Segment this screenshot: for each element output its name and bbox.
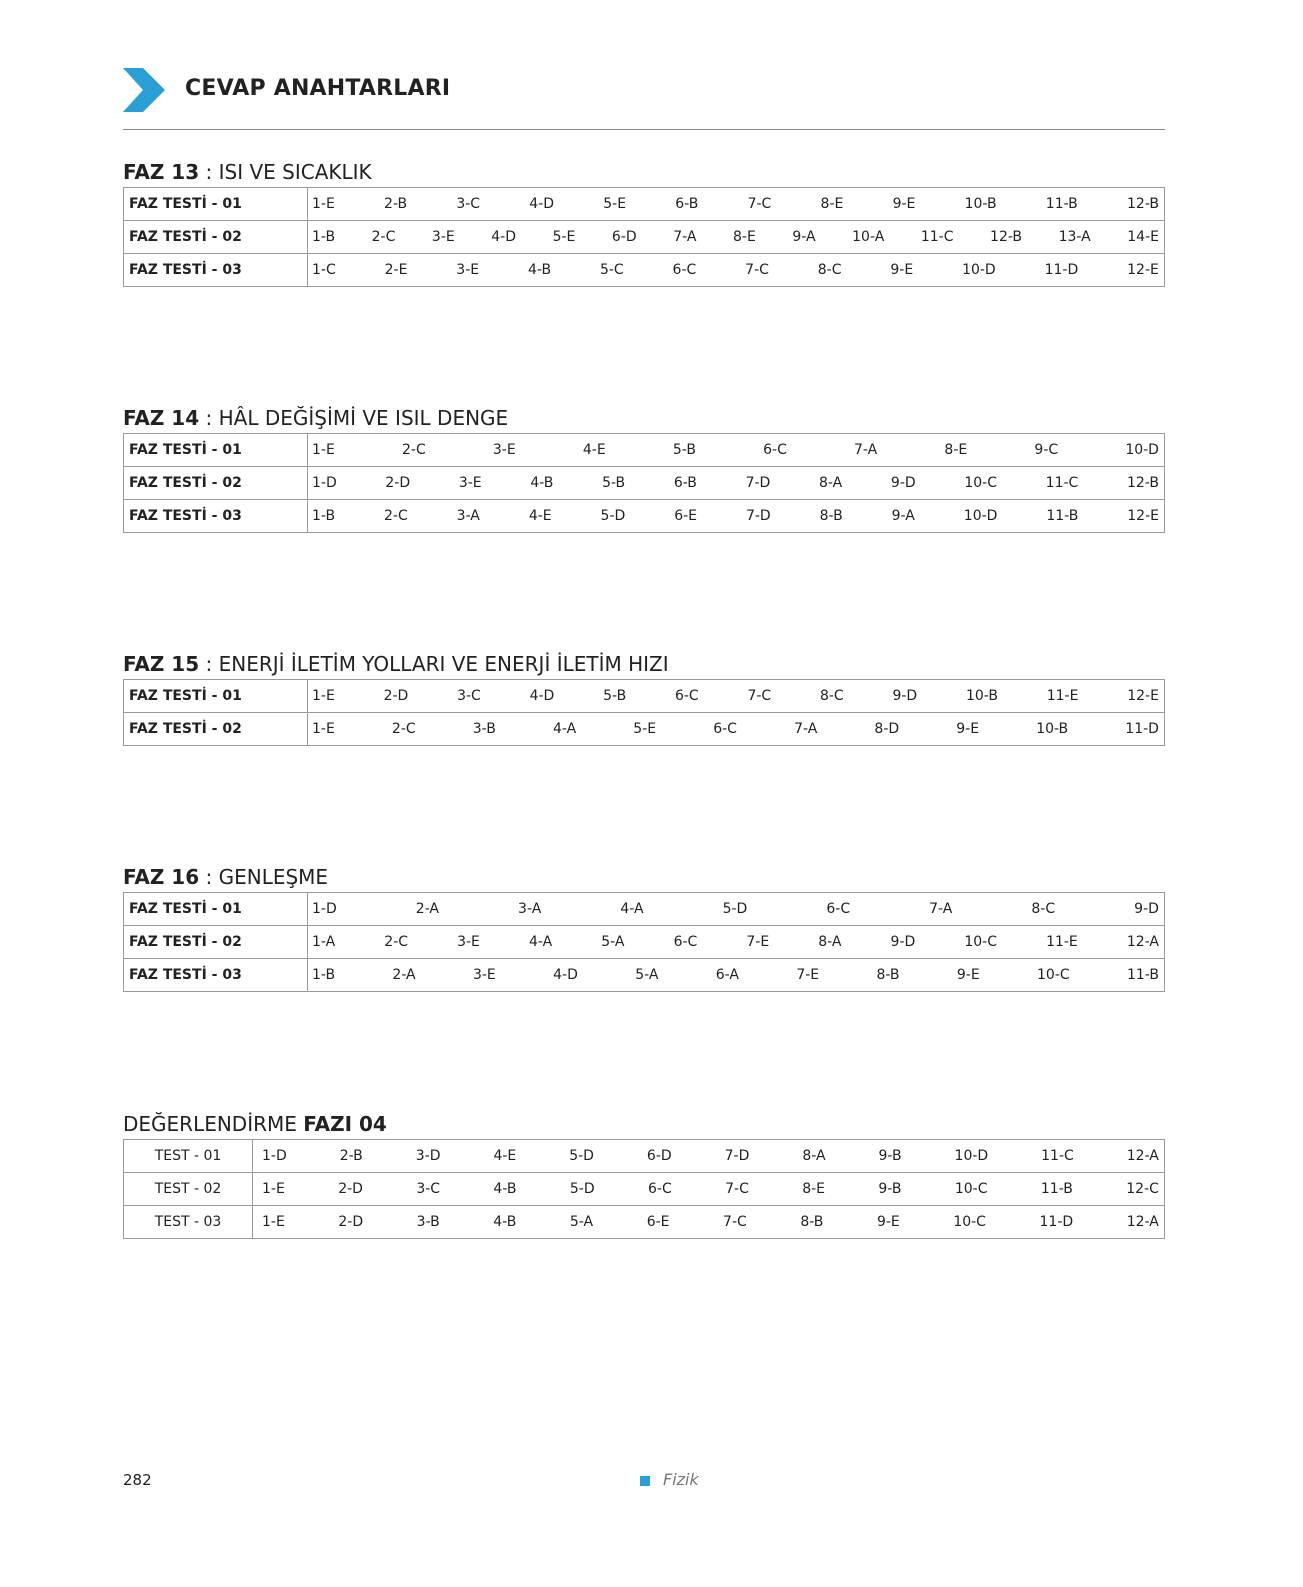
- answer-item: 11-E: [1046, 688, 1079, 704]
- section-faz-13: [123, 157, 1166, 287]
- answer-key-table: [123, 1139, 1165, 1239]
- chevron-right-icon: [123, 68, 165, 112]
- answer-item: 5-A: [601, 934, 625, 950]
- answer-item: 5-E: [633, 721, 657, 737]
- answer-item: 6-C: [713, 721, 737, 737]
- answers-cell: [308, 713, 1165, 746]
- answer-item: 4-A: [620, 901, 644, 917]
- answer-item: 9-D: [890, 934, 916, 950]
- answer-item: 1-C: [312, 262, 336, 278]
- answer-item: 4-A: [528, 934, 553, 950]
- answer-item: 2-A: [415, 901, 440, 917]
- answers-list: [312, 196, 1159, 212]
- answer-item: 1-B: [312, 229, 336, 245]
- answer-item: 1-D: [312, 901, 337, 917]
- answer-item: 6-C: [648, 1181, 672, 1197]
- answer-item: 12-C: [1126, 1181, 1159, 1197]
- answer-item: 7-E: [796, 967, 820, 983]
- answer-item: 12-E: [1127, 688, 1159, 704]
- page-title: CEVAP ANAHTARLARI: [185, 76, 451, 101]
- answer-item: 5-A: [569, 1214, 594, 1230]
- answer-item: 9-E: [956, 967, 980, 983]
- answer-item: 2-B: [384, 196, 408, 212]
- answer-item: 5-B: [602, 475, 626, 491]
- answer-item: 3-E: [431, 229, 455, 245]
- answer-item: 9-D: [890, 475, 916, 491]
- answer-item: 3-E: [472, 967, 496, 983]
- answer-item: 6-C: [672, 262, 697, 278]
- answer-item: 11-B: [1126, 967, 1159, 983]
- section-title-bold: FAZ 13: [123, 160, 200, 184]
- answer-item: 6-C: [673, 934, 698, 950]
- answers-list: [262, 1148, 1159, 1164]
- answers-cell: [253, 1173, 1165, 1206]
- answer-item: 9-C: [1034, 442, 1059, 458]
- section-title-bold: FAZI 04: [303, 1112, 387, 1136]
- answer-key-table: [123, 892, 1165, 992]
- table-row: [124, 188, 1165, 221]
- answers-cell: [308, 680, 1165, 713]
- answer-item: 1-B: [312, 967, 336, 983]
- answer-item: 6-A: [715, 967, 739, 983]
- answers-cell: [308, 893, 1165, 926]
- answer-item: 7-A: [673, 229, 697, 245]
- answer-item: 10-C: [964, 475, 997, 491]
- answer-item: 5-D: [569, 1181, 595, 1197]
- section-title: [123, 1109, 1166, 1139]
- answer-item: 8-E: [944, 442, 968, 458]
- table-row: [124, 1173, 1165, 1206]
- answer-item: 2-C: [401, 442, 426, 458]
- answer-item: 5-D: [569, 1148, 594, 1164]
- answer-item: 3-E: [458, 475, 482, 491]
- answer-item: 3-E: [492, 442, 516, 458]
- answer-item: 4-B: [493, 1214, 517, 1230]
- answer-item: 2-B: [339, 1148, 363, 1164]
- answer-item: 5-E: [552, 229, 576, 245]
- answer-item: 9-E: [876, 1214, 900, 1230]
- answer-item: 7-C: [747, 688, 772, 704]
- answer-item: 12-E: [1127, 508, 1159, 524]
- answer-item: 6-C: [674, 688, 699, 704]
- answer-item: 9-E: [890, 262, 914, 278]
- answer-item: 7-D: [745, 475, 771, 491]
- answer-item: 12-B: [1127, 196, 1159, 212]
- section-title: [123, 649, 1166, 679]
- answer-item: 5-A: [635, 967, 659, 983]
- row-label: FAZ TESTİ - 03: [124, 254, 308, 287]
- answer-item: 4-D: [529, 688, 555, 704]
- answer-item: 9-B: [878, 1148, 902, 1164]
- answer-item: 8-C: [1031, 901, 1056, 917]
- answer-key-table: [123, 433, 1165, 533]
- row-label: FAZ TESTİ - 02: [124, 467, 308, 500]
- row-label: FAZ TESTİ - 01: [124, 680, 308, 713]
- answer-item: 4-E: [528, 508, 552, 524]
- answer-item: 1-D: [262, 1148, 287, 1164]
- row-label: FAZ TESTİ - 02: [124, 221, 308, 254]
- answer-item: 2-D: [385, 475, 411, 491]
- answer-item: 7-A: [929, 901, 953, 917]
- answer-item: 7-C: [723, 1214, 747, 1230]
- answer-item: 9-A: [792, 229, 816, 245]
- answer-item: 6-E: [674, 508, 698, 524]
- answer-item: 3-B: [416, 1214, 440, 1230]
- answer-item: 11-B: [1040, 1181, 1073, 1197]
- answer-item: 2-D: [338, 1181, 363, 1197]
- answer-item: 9-B: [878, 1181, 902, 1197]
- answer-item: 4-E: [582, 442, 606, 458]
- answer-item: 2-C: [391, 721, 416, 737]
- answer-item: 9-A: [891, 508, 915, 524]
- answer-item: 10-D: [954, 1148, 989, 1164]
- answer-item: 5-B: [603, 688, 627, 704]
- answer-item: 6-C: [763, 442, 787, 458]
- answer-item: 1-E: [262, 1181, 285, 1197]
- answers-cell: [308, 188, 1165, 221]
- answer-item: 4-D: [529, 196, 555, 212]
- answer-item: 2-E: [384, 262, 408, 278]
- answer-item: 2-C: [384, 508, 408, 524]
- answer-item: 12-A: [1126, 1148, 1159, 1164]
- answer-item: 11-C: [1041, 1148, 1074, 1164]
- answer-item: 12-E: [1127, 262, 1159, 278]
- answer-item: 12-A: [1126, 934, 1159, 950]
- table-row: [124, 254, 1165, 287]
- answer-item: 2-C: [384, 934, 409, 950]
- answers-cell: [308, 959, 1165, 992]
- answer-item: 3-A: [518, 901, 542, 917]
- answer-item: 4-E: [493, 1148, 517, 1164]
- row-label: FAZ TESTİ - 03: [124, 500, 308, 533]
- answer-item: 5-D: [722, 901, 748, 917]
- answer-item: 3-A: [456, 508, 480, 524]
- answer-item: 8-D: [874, 721, 900, 737]
- answer-item: 13-A: [1058, 229, 1091, 245]
- answer-item: 4-B: [493, 1181, 517, 1197]
- answer-item: 10-D: [1125, 442, 1159, 458]
- answer-item: 11-B: [1046, 508, 1079, 524]
- section-title: [123, 403, 1166, 433]
- page-number: 282: [123, 1471, 152, 1489]
- answer-item: 14-E: [1127, 229, 1159, 245]
- section-title: [123, 157, 1166, 187]
- answer-item: 1-E: [312, 196, 335, 212]
- answers-cell: [308, 221, 1165, 254]
- answer-item: 10-D: [963, 508, 998, 524]
- answer-item: 6-C: [826, 901, 851, 917]
- section-title-bold: FAZ 14: [123, 406, 200, 430]
- answer-item: 6-E: [646, 1214, 670, 1230]
- answer-item: 9-E: [892, 196, 916, 212]
- answer-item: 10-B: [965, 688, 998, 704]
- answer-item: 10-D: [962, 262, 996, 278]
- answer-item: 5-B: [672, 442, 696, 458]
- section-title: [123, 862, 1166, 892]
- answer-item: 3-C: [416, 1181, 441, 1197]
- table-row: [124, 1140, 1165, 1173]
- answer-item: 6-B: [675, 196, 699, 212]
- answer-item: 10-B: [964, 196, 997, 212]
- answer-item: 1-E: [312, 721, 335, 737]
- answers-list: [262, 1181, 1159, 1197]
- answer-item: 7-C: [745, 262, 769, 278]
- answer-item: 2-D: [338, 1214, 364, 1230]
- answer-item: 4-A: [552, 721, 577, 737]
- answer-item: 4-D: [553, 967, 578, 983]
- answer-item: 8-B: [819, 508, 843, 524]
- section-title-bold: FAZ 16: [123, 865, 200, 889]
- answers-list: [312, 262, 1159, 278]
- answer-item: 7-C: [725, 1181, 749, 1197]
- answer-item: 9-D: [892, 688, 918, 704]
- answer-item: 10-C: [954, 1181, 988, 1197]
- answer-item: 11-B: [1045, 196, 1078, 212]
- answer-item: 6-D: [611, 229, 637, 245]
- table-row: [124, 221, 1165, 254]
- section-faz-16: [123, 862, 1166, 992]
- answer-item: 10-B: [1036, 721, 1069, 737]
- answer-item: 2-C: [371, 229, 396, 245]
- answers-cell: [308, 434, 1165, 467]
- row-label: TEST - 01: [124, 1140, 253, 1173]
- answer-item: 8-B: [876, 967, 900, 983]
- section-title-rest: : ISI VE SICAKLIK: [199, 160, 372, 184]
- answers-cell: [308, 467, 1165, 500]
- table-row: [124, 434, 1165, 467]
- answer-item: 6-D: [646, 1148, 672, 1164]
- answer-item: 3-E: [456, 262, 480, 278]
- answer-item: 1-A: [312, 934, 336, 950]
- answer-item: 7-D: [745, 508, 771, 524]
- answer-item: 4-D: [491, 229, 517, 245]
- answer-item: 5-C: [599, 262, 624, 278]
- answer-item: 8-C: [819, 688, 844, 704]
- answer-item: 5-E: [603, 196, 627, 212]
- answer-item: 8-C: [817, 262, 842, 278]
- answer-item: 3-C: [457, 688, 481, 704]
- answer-item: 12-A: [1126, 1214, 1159, 1230]
- answer-item: 10-C: [964, 934, 997, 950]
- table-row: [124, 713, 1165, 746]
- answer-item: 1-D: [312, 475, 337, 491]
- table-row: [124, 467, 1165, 500]
- answer-item: 7-A: [794, 721, 818, 737]
- answer-item: 3-B: [472, 721, 496, 737]
- section-title-rest: : HÂL DEĞİŞİMİ VE ISIL DENGE: [199, 406, 509, 430]
- answer-item: 10-A: [852, 229, 885, 245]
- table-row: [124, 680, 1165, 713]
- answer-item: 12-B: [1126, 475, 1159, 491]
- answer-item: 1-E: [312, 688, 335, 704]
- answer-item: 11-D: [1039, 1214, 1074, 1230]
- answer-item: 8-B: [800, 1214, 824, 1230]
- answer-item: 7-C: [747, 196, 772, 212]
- row-label: FAZ TESTİ - 01: [124, 188, 308, 221]
- answer-item: 3-E: [457, 934, 480, 950]
- answer-item: 7-A: [854, 442, 878, 458]
- answer-item: 11-D: [1044, 262, 1079, 278]
- table-row: [124, 500, 1165, 533]
- answer-item: 9-D: [1134, 901, 1159, 917]
- answers-list: [312, 967, 1159, 983]
- answers-cell: [308, 254, 1165, 287]
- header-divider: [123, 129, 1165, 130]
- answers-cell: [308, 500, 1165, 533]
- row-label: TEST - 02: [124, 1173, 253, 1206]
- answers-list: [312, 934, 1159, 950]
- answer-item: 10-C: [953, 1214, 986, 1230]
- answer-item: 5-D: [600, 508, 626, 524]
- answer-item: 8-E: [820, 196, 844, 212]
- answer-item: 7-D: [724, 1148, 750, 1164]
- answer-item: 1-B: [312, 508, 336, 524]
- answer-item: 11-D: [1125, 721, 1159, 737]
- answer-item: 3-C: [456, 196, 481, 212]
- row-label: FAZ TESTİ - 01: [124, 893, 308, 926]
- answer-item: 9-E: [956, 721, 980, 737]
- row-label: TEST - 03: [124, 1206, 253, 1239]
- answer-item: 1-E: [312, 442, 335, 458]
- answer-item: 2-D: [383, 688, 409, 704]
- answer-item: 8-A: [818, 934, 842, 950]
- section-faz-15: [123, 649, 1166, 746]
- answers-list: [262, 1214, 1159, 1230]
- answers-list: [312, 229, 1159, 245]
- answer-item: 7-E: [746, 934, 770, 950]
- section-faz-14: [123, 403, 1166, 533]
- answers-list: [312, 721, 1159, 737]
- answer-item: 11-C: [920, 229, 954, 245]
- page-header: [123, 68, 1165, 130]
- answers-list: [312, 442, 1159, 458]
- answers-cell: [253, 1206, 1165, 1239]
- row-label: FAZ TESTİ - 01: [124, 434, 308, 467]
- answer-item: 8-E: [733, 229, 756, 245]
- answers-list: [312, 508, 1159, 524]
- table-row: [124, 893, 1165, 926]
- answer-item: 1-E: [262, 1214, 285, 1230]
- answer-item: 4-B: [527, 262, 552, 278]
- answers-cell: [308, 926, 1165, 959]
- table-row: [124, 926, 1165, 959]
- footer-subject: Fizik: [663, 1470, 699, 1489]
- answers-list: [312, 901, 1159, 917]
- answer-item: 12-B: [990, 229, 1023, 245]
- answer-item: 8-A: [819, 475, 843, 491]
- row-label: FAZ TESTİ - 03: [124, 959, 308, 992]
- section-title-rest: : GENLEŞME: [199, 865, 329, 889]
- section-degerlendirme-fazi-04: [123, 1109, 1166, 1239]
- answer-item: 8-A: [802, 1148, 826, 1164]
- answer-item: 4-B: [530, 475, 554, 491]
- table-row: [124, 1206, 1165, 1239]
- answer-item: 3-D: [415, 1148, 441, 1164]
- answer-key-table: [123, 679, 1165, 746]
- answer-item: 11-C: [1045, 475, 1079, 491]
- answer-item: 10-C: [1037, 967, 1070, 983]
- section-title-bold: FAZ 15: [123, 652, 200, 676]
- answers-list: [312, 688, 1159, 704]
- table-row: [124, 959, 1165, 992]
- answer-item: 11-E: [1046, 934, 1078, 950]
- answer-item: 2-A: [392, 967, 416, 983]
- square-bullet-icon: [640, 1476, 650, 1486]
- answer-item: 6-B: [673, 475, 697, 491]
- answers-list: [312, 475, 1159, 491]
- answer-key-table: [123, 187, 1165, 287]
- section-title-rest: : ENERJİ İLETİM YOLLARI VE ENERJİ İLETİM HIZI: [199, 652, 669, 676]
- answer-item: 8-E: [802, 1181, 826, 1197]
- answers-cell: [253, 1140, 1165, 1173]
- row-label: FAZ TESTİ - 02: [124, 713, 308, 746]
- section-title-rest: DEĞERLENDİRME: [123, 1112, 304, 1136]
- row-label: FAZ TESTİ - 02: [124, 926, 308, 959]
